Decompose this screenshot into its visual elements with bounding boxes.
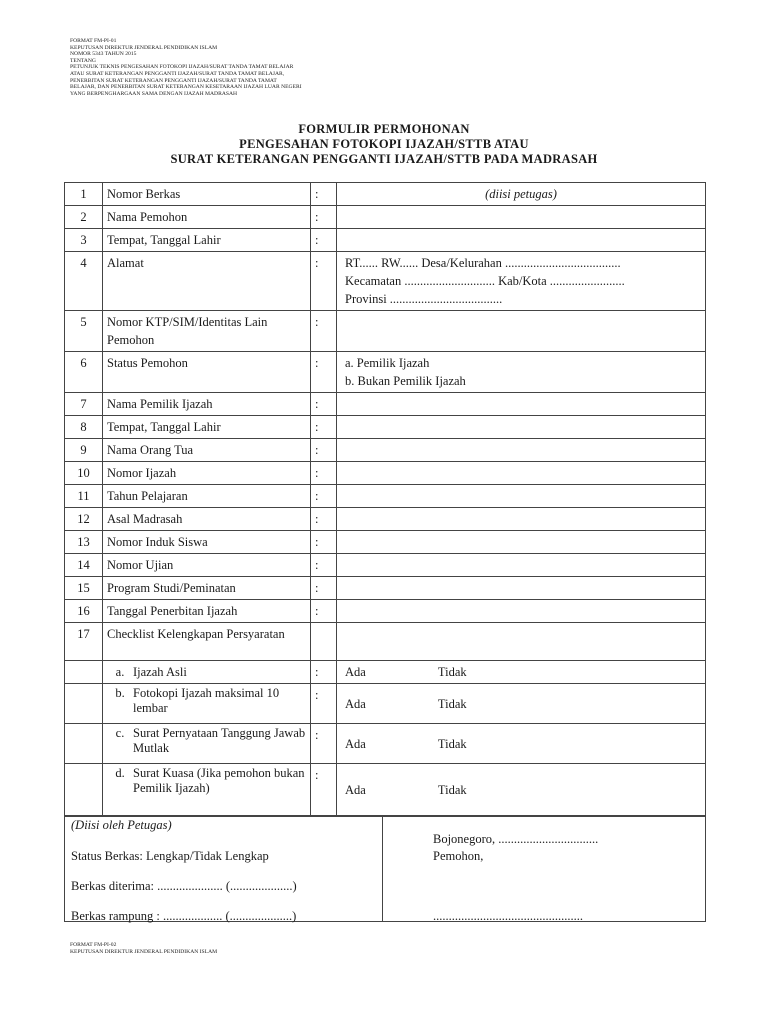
field-label-tanggal-penerbitan-ijazah: Tanggal Penerbitan Ijazah bbox=[103, 600, 311, 623]
row-number: 1 bbox=[65, 183, 103, 206]
field-label-nomor-induk-siswa: Nomor Induk Siswa bbox=[103, 531, 311, 554]
bottom-reference bbox=[70, 942, 217, 955]
table-row bbox=[65, 577, 706, 600]
row-number: 7 bbox=[65, 393, 103, 416]
header-line: BELAJAR, DAN PENERBITAN SURAT KETERANGAN KESETARAAN IJAZAH LUAR NEGERI bbox=[70, 84, 302, 91]
field-value-nomor-ujian[interactable] bbox=[337, 554, 706, 577]
field-value-asal-madrasah[interactable] bbox=[337, 508, 706, 531]
header-line: YANG BERPENGHARGAAN SAMA DENGAN IJAZAH MADRASAH bbox=[70, 90, 238, 97]
checklist-row bbox=[65, 684, 706, 724]
field-value-nama-orang-tua[interactable] bbox=[337, 439, 706, 462]
option-tidak[interactable]: Tidak bbox=[437, 696, 467, 711]
option-bukan-pemilik-ijazah[interactable]: b. Bukan Pemilik Ijazah bbox=[345, 374, 466, 388]
field-label-tempat-tanggal-lahir: Tempat, Tanggal Lahir bbox=[103, 229, 311, 252]
field-value-tempat-tanggal-lahir[interactable] bbox=[337, 229, 706, 252]
option-tidak[interactable]: Tidak bbox=[437, 665, 467, 679]
table-row bbox=[65, 229, 706, 252]
bottom-note-line: KEPUTUSAN DIREKTUR JENDERAL PENDIDIKAN ISLAM bbox=[70, 948, 218, 955]
option-ada[interactable]: Ada bbox=[345, 696, 366, 711]
row-number: 9 bbox=[65, 439, 103, 462]
option-tidak[interactable]: Tidak bbox=[437, 782, 467, 797]
table-row bbox=[65, 508, 706, 531]
colon: : bbox=[311, 416, 337, 439]
option-ada[interactable]: Ada bbox=[345, 782, 366, 797]
form-title-line3: SURAT KETERANGAN PENGGANTI IJAZAH/STTB PADA MADRASAH bbox=[170, 152, 598, 166]
field-label-alamat: Alamat bbox=[103, 252, 311, 311]
row-number: 10 bbox=[65, 462, 103, 485]
row-number: 15 bbox=[65, 577, 103, 600]
row-number: 6 bbox=[65, 352, 103, 393]
checklist-letter: c. bbox=[115, 726, 125, 740]
checklist-label-surat-pernyataan: Surat Pernyataan Tanggung Jawab Mutlak bbox=[133, 726, 306, 755]
row-number: 17 bbox=[65, 623, 103, 661]
application-form-table bbox=[64, 182, 706, 816]
alamat-line-kecamatan: Kecamatan ............................. Kab/Kota ........................ bbox=[345, 274, 625, 288]
field-value-nomor-ktp[interactable] bbox=[337, 311, 706, 352]
checklist-label-surat-kuasa: Surat Kuasa (Jika pemohon bukan Pemilik Ijazah) bbox=[133, 766, 305, 795]
row-number: 13 bbox=[65, 531, 103, 554]
row-number: 5 bbox=[65, 311, 103, 352]
header-line: KEPUTUSAN DIREKTUR JENDERAL PENDIDIKAN ISLAM bbox=[70, 44, 218, 51]
field-value-tempat-tanggal-lahir-pemilik[interactable] bbox=[337, 416, 706, 439]
colon: : bbox=[311, 684, 337, 724]
table-row bbox=[65, 416, 706, 439]
checklist-label-ijazah-asli: Ijazah Asli bbox=[133, 665, 187, 679]
colon: : bbox=[311, 764, 337, 816]
option-ada[interactable]: Ada bbox=[345, 665, 366, 679]
checklist-label-fotokopi-ijazah: Fotokopi Ijazah maksimal 10 lembar bbox=[133, 686, 280, 715]
header-line: TENTANG bbox=[70, 57, 96, 64]
checklist-letter: b. bbox=[115, 686, 125, 700]
table-row bbox=[65, 311, 706, 352]
field-label-checklist: Checklist Kelengkapan Persyaratan bbox=[103, 623, 311, 661]
alamat-line-rt-rw: RT...... RW...... Desa/Kelurahan ..................................... bbox=[345, 256, 621, 270]
header-reference bbox=[70, 38, 430, 97]
colon: : bbox=[311, 485, 337, 508]
field-value-tanggal-penerbitan-ijazah[interactable] bbox=[337, 600, 706, 623]
field-label-asal-madrasah: Asal Madrasah bbox=[103, 508, 311, 531]
berkas-rampung[interactable]: Berkas rampung : ................... (....................) bbox=[71, 909, 297, 923]
colon: : bbox=[311, 577, 337, 600]
row-number: 16 bbox=[65, 600, 103, 623]
table-row bbox=[65, 206, 706, 229]
field-value-nomor-induk-siswa[interactable] bbox=[337, 531, 706, 554]
row-number: 3 bbox=[65, 229, 103, 252]
berkas-diterima[interactable]: Berkas diterima: ..................... (....................) bbox=[71, 879, 297, 893]
checklist-row bbox=[65, 661, 706, 684]
row-number: 4 bbox=[65, 252, 103, 311]
table-row bbox=[65, 531, 706, 554]
colon: : bbox=[311, 311, 337, 352]
header-line: FORMAT FM-PI-01 bbox=[70, 38, 117, 44]
colon: : bbox=[311, 554, 337, 577]
colon: : bbox=[311, 531, 337, 554]
colon: : bbox=[311, 393, 337, 416]
header-line: PENERBITAN SURAT KETERANGAN PENGGANTI IJAZAH/SURAT TANDA TAMAT bbox=[70, 77, 277, 84]
field-label-nama-orang-tua: Nama Orang Tua bbox=[103, 439, 311, 462]
row-number: 12 bbox=[65, 508, 103, 531]
signature-box bbox=[383, 817, 706, 922]
field-label-tahun-pelajaran: Tahun Pelajaran bbox=[103, 485, 311, 508]
option-ada[interactable]: Ada bbox=[345, 736, 366, 751]
officer-section-table bbox=[64, 816, 706, 922]
colon: : bbox=[311, 600, 337, 623]
row-number: 11 bbox=[65, 485, 103, 508]
field-value-nama-pemohon[interactable] bbox=[337, 206, 706, 229]
header-line: ATAU SURAT KETERANGAN PENGGANTI IJAZAH/SURAT TANDA TAMAT BELAJAR, bbox=[70, 70, 285, 77]
field-value-nomor-ijazah[interactable] bbox=[337, 462, 706, 485]
colon: : bbox=[311, 183, 337, 206]
checklist-letter: a. bbox=[115, 665, 125, 679]
field-value-program-studi[interactable] bbox=[337, 577, 706, 600]
colon: : bbox=[311, 462, 337, 485]
field-value-nomor-berkas: (diisi petugas) bbox=[337, 183, 706, 206]
table-row bbox=[65, 554, 706, 577]
field-value-status-pemohon[interactable] bbox=[337, 352, 706, 393]
table-row bbox=[65, 485, 706, 508]
table-row bbox=[65, 393, 706, 416]
field-label-nama-pemohon: Nama Pemohon bbox=[103, 206, 311, 229]
colon: : bbox=[311, 724, 337, 764]
colon: : bbox=[311, 252, 337, 311]
bottom-note-line: FORMAT FM-PI-02 bbox=[70, 942, 117, 948]
alamat-line-provinsi: Provinsi .................................... bbox=[345, 292, 503, 306]
colon: : bbox=[311, 206, 337, 229]
colon: : bbox=[311, 229, 337, 252]
signature-place-date[interactable]: Bojonegoro, ................................ bbox=[433, 832, 599, 846]
field-label-nomor-berkas: Nomor Berkas bbox=[103, 183, 311, 206]
field-value-alamat[interactable] bbox=[337, 252, 706, 311]
table-row bbox=[65, 462, 706, 485]
form-title-line2: PENGESAHAN FOTOKOPI IJAZAH/STTB ATAU bbox=[239, 137, 529, 151]
field-label-nama-pemilik-ijazah: Nama Pemilik Ijazah bbox=[103, 393, 311, 416]
table-row bbox=[65, 439, 706, 462]
checklist-row bbox=[65, 764, 706, 816]
field-value-nama-pemilik-ijazah[interactable] bbox=[337, 393, 706, 416]
colon: : bbox=[311, 661, 337, 684]
table-row bbox=[65, 183, 706, 206]
row-number: 14 bbox=[65, 554, 103, 577]
table-row bbox=[65, 252, 706, 311]
checklist-letter: d. bbox=[115, 766, 125, 780]
colon: : bbox=[311, 508, 337, 531]
signature-role: Pemohon, bbox=[433, 849, 484, 863]
field-label-nomor-ktp: Nomor KTP/SIM/Identitas Lain Pemohon bbox=[103, 311, 311, 352]
field-label-status-pemohon: Status Pemohon bbox=[103, 352, 311, 393]
colon: : bbox=[311, 439, 337, 462]
option-pemilik-ijazah[interactable]: a. Pemilik Ijazah bbox=[345, 356, 430, 370]
table-row bbox=[65, 352, 706, 393]
header-line: PETUNJUK TEKNIS PENGESAHAN FOTOKOPI IJAZAH/SURAT TANDA TAMAT BELAJAR bbox=[70, 64, 294, 71]
field-label-nomor-ujian: Nomor Ujian bbox=[103, 554, 311, 577]
field-label-nomor-ijazah: Nomor Ijazah bbox=[103, 462, 311, 485]
table-row bbox=[65, 600, 706, 623]
field-label-tempat-tanggal-lahir-pemilik: Tempat, Tanggal Lahir bbox=[103, 416, 311, 439]
colon: : bbox=[311, 352, 337, 393]
signature-line[interactable]: ................................................ bbox=[433, 909, 583, 923]
table-row bbox=[65, 623, 706, 661]
field-label-program-studi: Program Studi/Peminatan bbox=[103, 577, 311, 600]
row-number: 8 bbox=[65, 416, 103, 439]
field-value-tahun-pelajaran[interactable] bbox=[337, 485, 706, 508]
row-number: 2 bbox=[65, 206, 103, 229]
officer-box bbox=[65, 817, 383, 922]
checklist-row bbox=[65, 724, 706, 764]
header-line: NOMOR 5343 TAHUN 2015 bbox=[70, 51, 137, 58]
status-berkas: Status Berkas: Lengkap/Tidak Lengkap bbox=[71, 849, 269, 863]
officer-note: (Diisi oleh Petugas) bbox=[71, 818, 172, 832]
option-tidak[interactable]: Tidak bbox=[437, 736, 467, 751]
form-title-line1: FORMULIR PERMOHONAN bbox=[298, 122, 470, 136]
